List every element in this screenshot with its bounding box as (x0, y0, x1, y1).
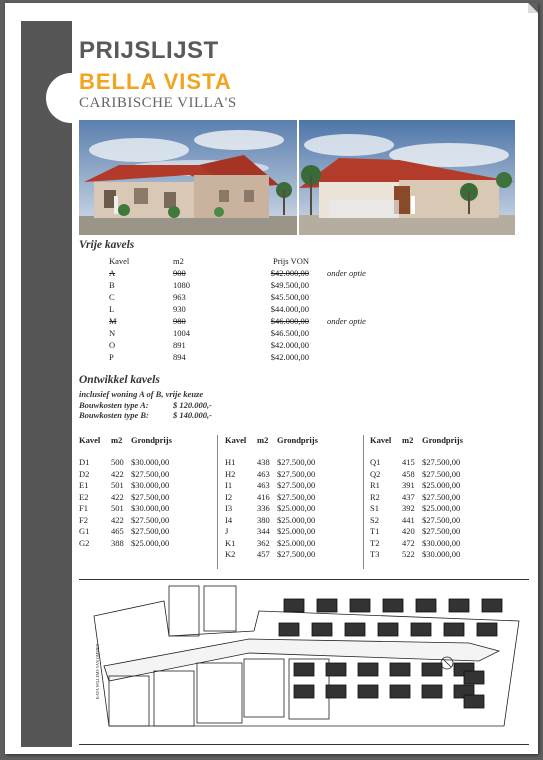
page-fold-corner (528, 3, 538, 13)
m2-cell: 980 (173, 316, 186, 326)
table-row: E2 422 $27.500,00 (79, 491, 170, 502)
plan-lot-house (390, 685, 410, 698)
note-cell (309, 291, 366, 303)
grondprijs-header: Kavel m2 Grondprijs (79, 435, 172, 445)
m2-cell: 891 (173, 340, 186, 350)
plan-lot-house (312, 623, 332, 636)
table-row (109, 327, 366, 339)
table-row: K2 457 $27.500,00 (225, 549, 316, 559)
plan-lot-house (477, 623, 497, 636)
plan-lot-house (416, 599, 436, 612)
brand-subtitle: CARIBISCHE VILLA'S (79, 95, 237, 111)
plan-lot-house (411, 623, 431, 636)
ontwikkel-notes (79, 389, 212, 421)
kavel-cell: B (109, 280, 115, 290)
m2-cell: 1004 (173, 328, 190, 338)
section-title-vrije-kavels: Vrije kavels (79, 239, 135, 251)
table-row: G2 388 $25.000,00 (79, 537, 170, 548)
table-row (109, 303, 366, 315)
sidebar-bar (21, 21, 72, 747)
column-divider (217, 435, 218, 569)
plan-lot-house (422, 685, 442, 698)
page-title: PRIJSLIJST (79, 37, 219, 64)
table-row: G1 465 $27.500,00 (79, 526, 170, 536)
table-row: T2 472 $30.000,00 (370, 537, 461, 548)
header-m2: m2 (173, 256, 184, 266)
column-divider (363, 435, 364, 569)
table-row: Q1 415 $27.500,00 (370, 457, 461, 467)
kavel-cell: A (109, 268, 116, 278)
table-row: I2 416 $27.500,00 (225, 491, 316, 502)
price-cell: $44.000,00 (270, 304, 309, 314)
plan-lot-house (326, 663, 346, 676)
plan-lot-house (358, 685, 378, 698)
table-row: R2 437 $27.500,00 (370, 491, 461, 502)
price-cell: $46.000,00 (270, 316, 309, 326)
kavel-cell: M (109, 316, 117, 326)
note-cell: onder optie (327, 316, 366, 326)
divider-line (79, 579, 529, 580)
table-row: F2 422 $27.500,00 (79, 514, 170, 525)
table-row: I3 336 $25.000,00 (225, 503, 316, 513)
price-list-page (5, 3, 538, 754)
table-row: H2 463 $27.500,00 (225, 468, 316, 479)
site-plan (79, 581, 529, 741)
price-cell: $46.500,00 (270, 328, 309, 338)
price-cell: $45.500,00 (270, 292, 309, 302)
table-row: T3 522 $30.000,00 (370, 549, 461, 559)
plan-lot-house (345, 623, 365, 636)
note-cell (309, 339, 366, 351)
grondprijs-column-3 (370, 435, 463, 561)
plan-lot-house (482, 599, 502, 612)
section-title-ontwikkel-kavels: Ontwikkel kavels (79, 374, 160, 386)
m2-cell: 900 (173, 268, 186, 278)
note-cell: onder optie (327, 268, 366, 278)
table-row (109, 291, 366, 303)
plan-lot-house (378, 623, 398, 636)
plan-lot-house (449, 599, 469, 612)
table-row: S2 441 $27.500,00 (370, 514, 461, 525)
m2-cell: 963 (173, 292, 186, 302)
note-cell (309, 303, 366, 315)
plan-lot-house (464, 695, 484, 708)
table-row (109, 339, 366, 351)
table-row (109, 279, 366, 291)
plan-lot-house (350, 599, 370, 612)
vrije-kavels-table (109, 255, 366, 363)
table-row: R1 391 $25.000,00 (370, 480, 461, 490)
kavel-cell: P (109, 352, 114, 362)
price-cell: $42.000,00 (270, 268, 309, 278)
brand-logo-text: BELLA VISTA (79, 69, 232, 94)
kavel-cell: O (109, 340, 116, 350)
table-row (109, 267, 366, 279)
plan-lot-house (383, 599, 403, 612)
plan-lot-house (390, 663, 410, 676)
price-cell: $49.500,00 (270, 280, 309, 290)
road-label: KAYA WILLEMS VAN OMMEN (95, 643, 100, 699)
note-cell (309, 327, 366, 339)
kavel-cell: L (109, 304, 115, 314)
plan-lot-house (317, 599, 337, 612)
table-row: Q2 458 $27.500,00 (370, 468, 461, 479)
villa-render-front (79, 120, 297, 235)
table-row: K1 362 $25.000,00 (225, 537, 316, 548)
m2-cell: 894 (173, 352, 186, 362)
grondprijs-column-1 (79, 435, 172, 549)
table-row: T1 420 $27.500,00 (370, 526, 461, 536)
kavel-cell: C (109, 292, 115, 302)
plan-lot-house (279, 623, 299, 636)
bouwkosten-type-b: Bouwkosten type B: $ 140.000,- (79, 410, 212, 420)
bouwkosten-type-a: Bouwkosten type A: $ 120.000,- (79, 399, 212, 410)
table-header-row (109, 255, 366, 267)
villa-render-terrace (299, 120, 515, 235)
table-row: I1 463 $27.500,00 (225, 480, 316, 490)
grondprijs-header: Kavel m2 Grondprijs (370, 435, 463, 445)
plan-lot-house (284, 599, 304, 612)
table-row (109, 315, 366, 327)
price-cell: $42.000,00 (270, 340, 309, 350)
table-row: E1 501 $30.000,00 (79, 480, 170, 490)
table-row: I4 380 $25.000,00 (225, 514, 316, 525)
divider-line-bottom (79, 744, 529, 745)
grondprijs-column-2 (225, 435, 318, 561)
grondprijs-header: Kavel m2 Grondprijs (225, 435, 318, 445)
plan-lot-house (326, 685, 346, 698)
ontwikkel-subtitle: inclusief woning A of B, vrije keuze (79, 389, 204, 399)
note-cell (309, 351, 366, 363)
m2-cell: 1080 (173, 280, 190, 290)
header-kavel: Kavel (109, 256, 130, 266)
table-row: F1 501 $30.000,00 (79, 503, 170, 513)
table-row: J 344 $25.000,00 (225, 526, 316, 536)
note-cell (309, 279, 366, 291)
table-row: D1 500 $30.000,00 (79, 457, 170, 467)
m2-cell: 930 (173, 304, 186, 314)
price-cell: $42.000,00 (270, 352, 309, 362)
plan-lot-house (422, 663, 442, 676)
plan-lot-house (444, 623, 464, 636)
plan-lot-house (294, 663, 314, 676)
table-row: D2 422 $27.500,00 (79, 468, 170, 479)
table-row (109, 351, 366, 363)
table-row: S1 392 $25.000,00 (370, 503, 461, 513)
plan-lot-house (294, 685, 314, 698)
header-prijs: Prijs VON (273, 256, 309, 266)
plan-lot-house (358, 663, 378, 676)
plan-lot-house (464, 671, 484, 684)
table-row: H1 438 $27.500,00 (225, 457, 316, 467)
kavel-cell: N (109, 328, 116, 338)
